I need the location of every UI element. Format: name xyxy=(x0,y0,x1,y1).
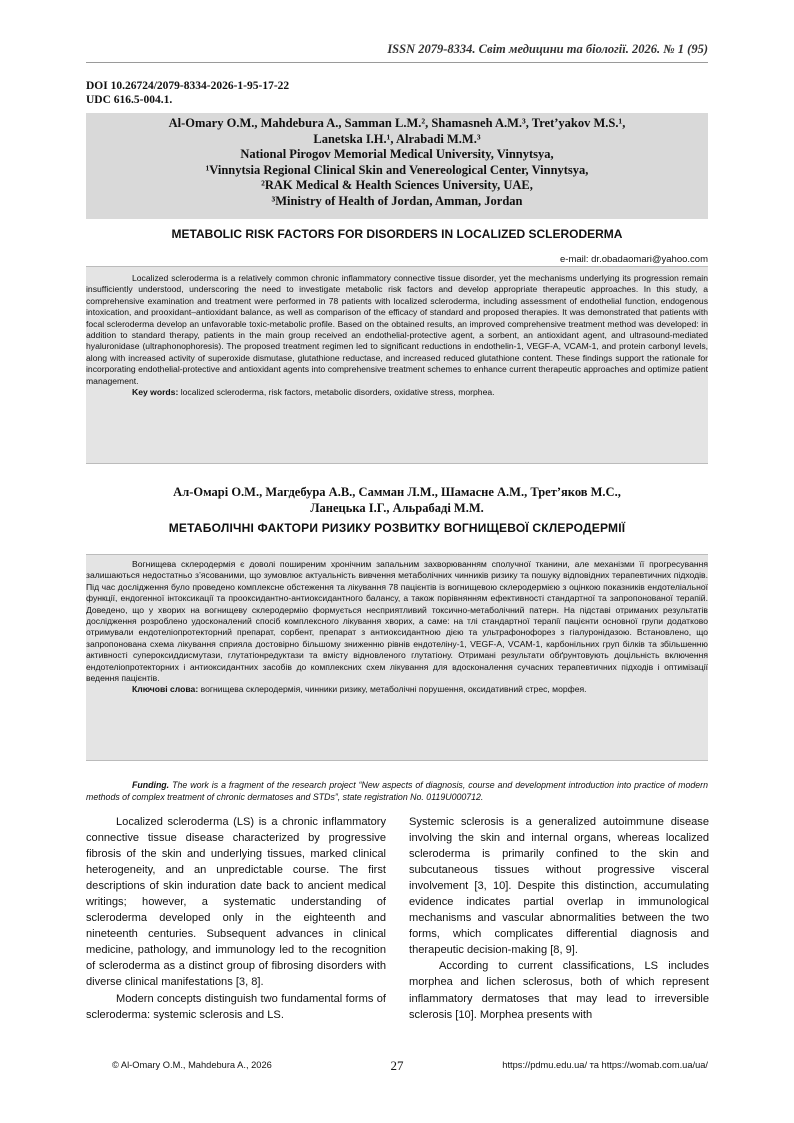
page-number: 27 xyxy=(390,1058,404,1073)
affiliation-1: National Pirogov Memorial Medical University, Vinnytsya, xyxy=(240,147,554,162)
affiliation-4: ³Ministry of Health of Jordan, Amman, Jordan xyxy=(271,193,523,208)
journal-header: ISSN 2079-8334. Світ медицини та біології. 2026. № 1 (95) xyxy=(387,42,708,56)
header-rule xyxy=(86,62,708,63)
funding-note xyxy=(86,779,708,803)
body-paragraph: Localized scleroderma (LS) is a chronic inflammatory connective tissue disease characterized by progressive fibrosis of the skin and underlying tissues, marked clinical heterogeneity, and an unpredictable course. The first descriptions of skin induration date back to ancient medical writings; however, a systematic understanding of scleroderma developed only in the eighteenth and nineteenth centuries. Subsequent advances in clinical medicine, pathology, and immunology led to the recognition of scleroderma as a distinct group of fibrosing disorders with diverse clinical manifestations [3, 8]. xyxy=(86,816,386,989)
affiliation-2: ¹Vinnytsia Regional Clinical Skin and Venereological Center, Vinnytsya, xyxy=(205,162,589,177)
keywords-en-label: Key words: xyxy=(132,387,179,398)
article-identifiers xyxy=(86,79,289,107)
abstract-ua xyxy=(86,554,708,761)
authors-affiliations-en xyxy=(86,113,708,219)
keywords-en xyxy=(86,387,708,398)
article-title-en: METABOLIC RISK FACTORS FOR DISORDERS IN LOCALIZED SCLERODERMA xyxy=(171,227,623,241)
keywords-ua-list: вогнищева склеродермія, чинники ризику, метаболічні порушення, оксидативний стрес, морфея. xyxy=(200,684,587,695)
keywords-ua-label: Ключові слова: xyxy=(132,684,199,695)
body-column-right xyxy=(409,814,709,1023)
funding-label: Funding. xyxy=(132,780,170,790)
abstract-ua-text: Вогнищева склеродермія є доволі поширеним хронічним запальним захворюванням сполучної тканини, але механізми її прогресування залишаються недостатньо з’ясованими, що зумовлює актуальність вивчення метаболічних чинників ризику та пошуку відповідних терапевтичних підходів. Під час дослідження було проведено комплексне обстеження та лікування 78 пацієнтів із вогнищевою склеродермією з оцінкою показників ендотеліальної функції, ендогенної інтоксикації та прооксидантно-антиоксидантного балансу, а також порівнянням ефективності стандартної та запропонованої терапій. Доведено, що у хворих на вогнищеву склеродермію формується несприятливий токсично-метаболічний патерн. На підставі отриманих результатів дослідження розроблено удосконалений спосіб комплексного лікування хворих, а саме: на тлі стандартної терапії пацієнти основної групи додатково отримували ендотеліопротекторний препарат, сорбент, препарат з антиоксидантною дією та ультрафонофорез з гіалуронідазою. Встановлено, що запропонована схема лікування сприяла достовірно більшому зниженню рівнів ендотеліну-1, VEGF-A, VCAM-1, карбонільних груп білків та збільшенню активності супероксиддисмутази, глутатіонредуктази та вмісту відновленого глутатіону. Отримані результати обґрунтовують доцільність включення ендотеліопротекторних і антиоксидантних засобів до комплексних схем лікування для вдосконалення сучасних терапевтичних підходів і оптимізації ведення пацієнтів. xyxy=(86,559,708,684)
body-paragraph: According to current classifications, LS includes morphea and lichen sclerosus, both of which represent inflammatory dermatoses that may lead to irreversible sclerosis [10]. Morphea presents with xyxy=(409,960,709,1021)
authors-line-2: Lanetska I.H.¹, Alrabadi M.M.³ xyxy=(313,131,481,146)
footer-links[interactable]: https://pdmu.edu.ua/ та https://womab.com.ua/ua/ xyxy=(502,1060,708,1070)
affiliation-3: ²RAK Medical & Health Sciences University, UAE, xyxy=(261,178,533,193)
funding-text: The work is a fragment of the research project “New aspects of diagnosis, course and development introduction into practice of modern methods of complex treatment of chronic dermatoses and STDs”, state registration No. 0119U000712. xyxy=(86,780,709,802)
abstract-en xyxy=(86,266,708,464)
authors-line-1: Al-Omary O.M., Mahdebura A., Samman L.M.², Shamasneh A.M.³, Tret’yakov M.S.¹, xyxy=(168,116,626,130)
abstract-en-text: Localized scleroderma is a relatively common chronic inflammatory connective tissue disorder, yet the mechanisms underlying its progression remain insufficiently understood, underscoring the need to investigate metabolic risk factors and develop appropriate therapeutic approaches. In this study, a comprehensive examination and treatment were performed in 78 patients with localized scleroderma, including assessment of endothelial function, endogenous intoxication, and prooxidant–antioxidant balance, as well as comparison of the efficacy of standard and proposed therapies. It was demonstrated that patients with focal scleroderma develop an unfavorable toxic-metabolic profile. Based on the obtained results, an improved comprehensive treatment method was developed: in addition to standard therapy, patients in the main group received an endothelial-protective agent, a sorbent, an antioxidant agent, and ultrasound-mediated hyaluronidase (ultraphonophoresis). The proposed treatment regimen led to significant reductions in endothelin-1, VEGF-A, VCAM-1, and protein carbonyl levels, along with increased activity of superoxide dismutase, glutathione reductase, and increased reduced glutathione content. These findings support the rationale for incorporating endothelial-protective and antioxidant agents into comprehensive treatment schemes to enhance current therapeutic approaches and optimize patient management. xyxy=(86,273,708,386)
authors-ua xyxy=(86,484,708,516)
udc: UDC 616.5-004.1. xyxy=(86,94,173,106)
article-title-ua: МЕТАБОЛІЧНІ ФАКТОРИ РИЗИКУ РОЗВИТКУ ВОГНИЩЕВОЇ СКЛЕРОДЕРМІЇ xyxy=(168,521,626,535)
body-paragraph: Systemic sclerosis is a generalized autoimmune disease involving the skin and internal organs, whereas localized scleroderma is primarily confined to the skin and subcutaneous tissues without progressive visceral involvement [3, 10]. Despite this distinction, accumulating evidence indicates partial overlap in immunological mechanisms and vascular abnormalities between the two forms, which complicates differential diagnosis and therapeutic decision-making [8, 9]. xyxy=(409,816,709,957)
footer-copyright: © Al-Omary O.M., Mahdebura A., 2026 xyxy=(112,1060,272,1070)
body-paragraph: Modern concepts distinguish two fundamental forms of scleroderma: systemic sclerosis and LS. xyxy=(86,992,386,1021)
doi[interactable]: DOI 10.26724/2079-8334-2026-1-95-17-22 xyxy=(86,80,290,92)
authors-ua-line-2: Ланецька І.Г., Альрабаді М.М. xyxy=(310,501,484,515)
keywords-en-list: localized scleroderma, risk factors, metabolic disorders, oxidative stress, morphea. xyxy=(180,387,495,398)
authors-ua-line-1: Ал-Омарі О.М., Магдебура А.В., Самман Л.М., Шамасне А.М., Трет’яков М.С., xyxy=(173,485,621,499)
contact-email[interactable]: e-mail: dr.obadaomari@yahoo.com xyxy=(560,254,708,265)
keywords-ua xyxy=(86,684,708,695)
body-column-left xyxy=(86,814,386,1023)
